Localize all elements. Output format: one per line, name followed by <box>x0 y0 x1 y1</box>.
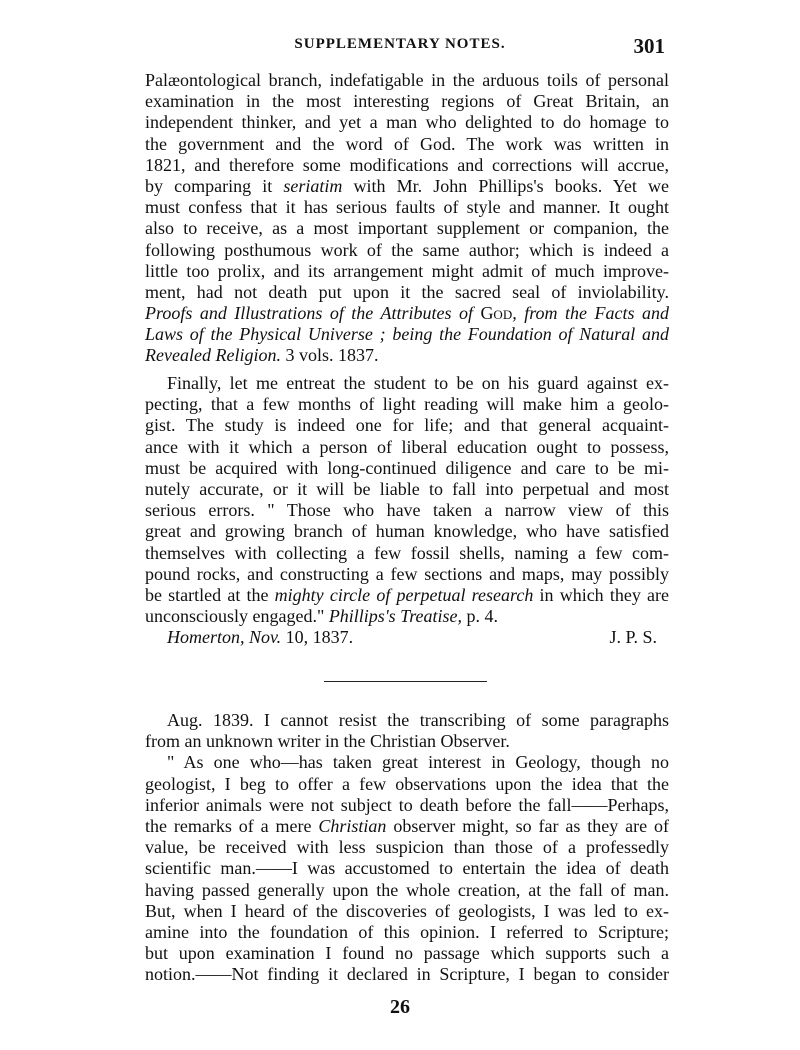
section-divider <box>324 681 487 682</box>
date: 10, 1837. <box>281 627 354 648</box>
text-line: ance with it which a person of liberal education ought to possess, <box>145 436 669 457</box>
text-line <box>145 585 669 606</box>
text-line: great and growing branch of human knowledge, who have satisfied <box>145 521 669 542</box>
italic-phrase: mighty circle of perpetual research <box>274 584 534 605</box>
text-line: But, when I heard of the discoveries of geologists, I was led to ex- <box>145 900 669 921</box>
text-run: the remarks of a mere <box>145 815 319 836</box>
text-line: Finally, let me entreat the student to be on his guard against ex- <box>167 373 669 393</box>
text-line: amine into the foundation of this opinion. I referred to Scripture; <box>145 921 669 942</box>
text-line: Palæontological branch, indefatigable in the arduous toils of personal <box>145 70 669 90</box>
citation-title: Proofs and Illustrations of the Attributes of <box>145 303 481 324</box>
paragraph-aug-1839 <box>145 710 669 985</box>
text-line: following posthumous work of the same author; which is indeed a <box>145 239 669 260</box>
text-line: value, be received with less suspicion than those of a professedly <box>145 837 669 858</box>
dateline <box>145 627 669 648</box>
text-run: with Mr. John Phillips's books. Yet we <box>342 175 669 196</box>
paragraph-finally <box>145 373 669 648</box>
text-line: examination in the most interesting regions of Great Britain, an <box>145 91 669 112</box>
text-line: " As one who—has taken great interest in Geology, though no <box>167 752 669 773</box>
text-line: geologist, I beg to offer a few observations upon the idea that the <box>145 773 669 794</box>
place-name: Homerton, Nov. <box>167 627 282 648</box>
text-run: observer might, so far as they are of <box>386 815 669 836</box>
text-line: pound rocks, and constructing a few sections and maps, may possibly <box>145 563 669 584</box>
citation-title: , from the Facts and <box>512 303 669 324</box>
citation-line: Laws of the Physical Universe ; being the Foundation of Natural and <box>145 324 669 345</box>
text-line: Aug. 1839. I cannot resist the transcribing of some paragraphs <box>167 710 669 730</box>
text-line: must confess that it has serious faults of style and manner. It ought <box>145 197 669 218</box>
italic-phrase: Phillips's Treatise, <box>328 606 463 627</box>
citation-god: God <box>480 303 513 324</box>
citation-line <box>145 345 669 366</box>
text-line <box>145 606 669 627</box>
citation-volumes: 3 vols. 1837. <box>280 345 379 366</box>
paragraph-palaeontological <box>145 70 669 367</box>
text-line: serious errors. " Those who have taken a narrow view of this <box>145 500 669 521</box>
text-line: little too prolix, and its arrangement might admit of much improve- <box>145 260 669 281</box>
citation-line <box>145 303 669 324</box>
text-line <box>145 816 669 837</box>
text-line: 1821, and therefore some modifications and corrections will accrue, <box>145 154 669 175</box>
text-run: unconsciously engaged." <box>145 606 329 627</box>
text-line: gist. The study is indeed one for life; and that general acquaint- <box>145 415 669 436</box>
text-line: themselves with collecting a few fossil shells, naming a few com- <box>145 542 669 563</box>
running-title: SUPPLEMENTARY NOTES. <box>294 36 506 52</box>
text-line: nutely accurate, or it will be liable to fall into perpetual and most <box>145 478 669 499</box>
text-run: in which they are <box>533 584 669 605</box>
place-date <box>167 627 353 648</box>
italic-word: seriatim <box>283 175 343 196</box>
citation-title: Revealed Religion. <box>145 345 281 366</box>
text-line: must be acquired with long-continued diligence and care to be mi- <box>145 457 669 478</box>
author-initials: J. P. S. <box>609 627 657 648</box>
signature-mark: 26 <box>390 996 410 1018</box>
text-line: but upon examination I found no passage which supports such a <box>145 943 669 964</box>
text-line: ment, had not death put upon it the sacred seal of inviolability. <box>145 281 669 302</box>
text-line: also to receive, as a most important supplement or companion, the <box>145 218 669 239</box>
text-run: p. 4. <box>462 606 499 627</box>
text-run: by comparing it <box>145 175 284 196</box>
text-line: having passed generally upon the whole creation, at the fall of man. <box>145 879 669 900</box>
running-head <box>0 36 800 62</box>
page-number: 301 <box>633 34 665 58</box>
text-run: be startled at the <box>145 584 275 605</box>
text-line <box>145 176 669 197</box>
text-line: pecting, that a few months of light reading will make him a geolo- <box>145 394 669 415</box>
text-line: notion.——Not finding it declared in Scripture, I began to consider <box>145 964 669 985</box>
text-line: independent thinker, and yet a man who delighted to do homage to <box>145 112 669 133</box>
text-line: scientific man.——I was accustomed to entertain the idea of death <box>145 858 669 879</box>
text-line: from an unknown writer in the Christian Observer. <box>145 731 510 752</box>
italic-word: Christian <box>318 815 387 836</box>
text-line: inferior animals were not subject to death before the fall——Perhaps, <box>145 794 669 815</box>
text-line: the government and the word of God. The work was written in <box>145 133 669 154</box>
